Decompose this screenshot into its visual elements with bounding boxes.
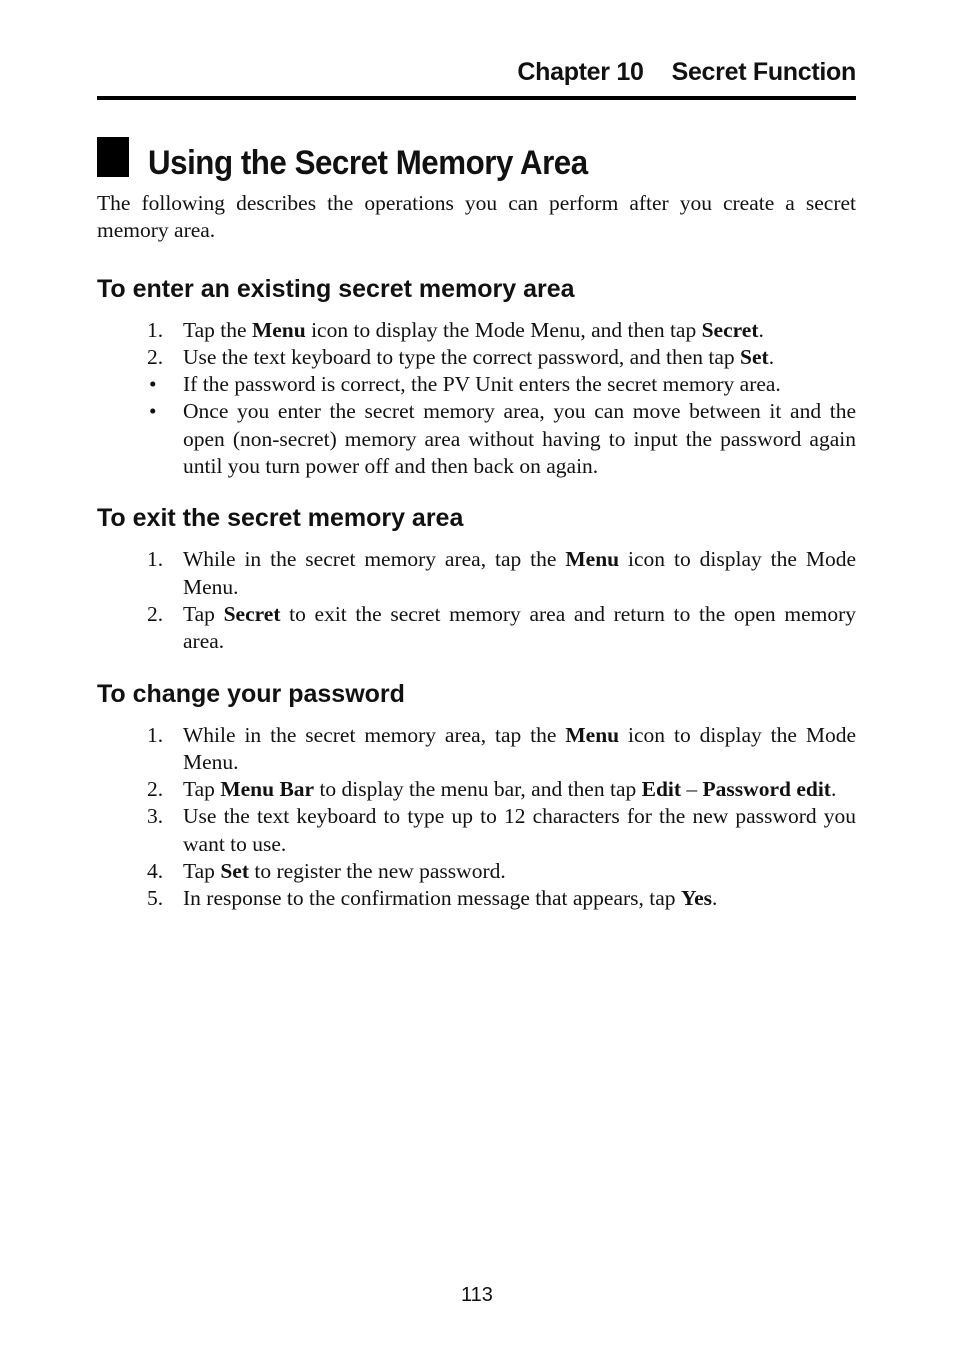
step-text: . — [768, 344, 775, 369]
chapter-title: Secret Function — [671, 58, 856, 86]
step-text: to display the menu bar, and then tap — [314, 777, 642, 802]
list-item — [97, 398, 856, 480]
password-steps-list — [97, 722, 856, 913]
intro-paragraph: The following describes the operations you can perform after you create a secret memory area. — [97, 191, 856, 243]
ui-term: Set — [740, 344, 769, 369]
step-text: In response to the confirmation message that appears, tap — [183, 886, 681, 911]
step-number: 3. — [147, 804, 164, 829]
list-item — [97, 371, 856, 398]
step-text: Tap the — [183, 317, 252, 342]
ui-term: Menu — [251, 317, 306, 342]
step-number: 1. — [147, 547, 164, 572]
ui-term: Secret — [223, 601, 281, 626]
list-item — [97, 317, 856, 344]
page-number: 113 — [461, 1284, 493, 1306]
ui-term: Edit — [641, 777, 682, 802]
step-text: to register the new password. — [248, 859, 506, 884]
ui-term: Menu — [565, 547, 620, 572]
step-text: . — [830, 777, 837, 802]
list-item — [97, 344, 856, 371]
ui-term: Secret — [701, 317, 759, 342]
list-item — [97, 776, 856, 803]
step-text: to exit the secret memory area and return to the open memory area. — [183, 601, 856, 654]
step-text: Tap — [183, 777, 221, 802]
step-number: 1. — [147, 317, 164, 342]
list-item — [97, 885, 856, 912]
step-text: – — [681, 777, 703, 802]
ui-term: Set — [220, 859, 249, 884]
step-number: 1. — [147, 722, 164, 747]
title-block-marker — [97, 137, 129, 177]
step-number: 2. — [147, 344, 164, 369]
step-text: . — [758, 317, 764, 342]
header-rule — [97, 96, 856, 100]
list-item — [97, 601, 856, 656]
step-text: While in the secret memory area, tap the — [183, 547, 566, 572]
bullet-text: If the password is correct, the PV Unit enters the secret memory area. — [183, 372, 781, 397]
enter-steps-list — [97, 317, 856, 481]
section-heading-change-password: To change your password — [97, 679, 405, 708]
ui-term: Menu — [565, 722, 620, 747]
bullet-marker: • — [149, 399, 157, 424]
step-number: 4. — [147, 859, 164, 884]
chapter-number: Chapter 10 — [517, 58, 644, 86]
page-content — [97, 190, 856, 935]
exit-steps-list — [97, 546, 856, 655]
ui-term: Yes — [680, 886, 712, 911]
list-item — [97, 858, 856, 885]
running-head — [97, 58, 856, 87]
step-text: icon to display the Mode Menu. — [183, 547, 857, 599]
step-number: 5. — [147, 886, 164, 911]
step-text: . — [712, 886, 718, 911]
step-text: Use the text keyboard to type the correct password, and then tap — [183, 344, 741, 369]
section-heading-enter: To enter an existing secret memory area — [97, 274, 575, 303]
step-text: icon to display the Mode Menu, and then tap — [305, 317, 702, 342]
bullet-text: Once you enter the secret memory area, you can move between it and the open (non-secret) memory area without having to input the password again until you turn power off and then back on again. — [183, 399, 856, 479]
list-item — [97, 722, 856, 777]
step-text: icon to display the Mode Menu. — [183, 722, 857, 774]
step-text: While in the secret memory area, tap the — [183, 722, 566, 747]
step-number: 2. — [147, 777, 164, 802]
step-text: Tap — [183, 601, 224, 626]
section-heading-exit: To exit the secret memory area — [97, 504, 464, 533]
list-item — [97, 803, 856, 858]
list-item — [97, 546, 856, 601]
step-number: 2. — [147, 601, 164, 626]
bullet-marker: • — [149, 372, 157, 397]
ui-term: Password edit — [702, 777, 831, 802]
step-text: Use the text keyboard to type up to 12 characters for the new password you want to use. — [183, 804, 856, 856]
ui-term: Menu Bar — [220, 777, 315, 802]
step-text: Tap — [183, 859, 221, 884]
page-title: Using the Secret Memory Area — [148, 144, 588, 182]
